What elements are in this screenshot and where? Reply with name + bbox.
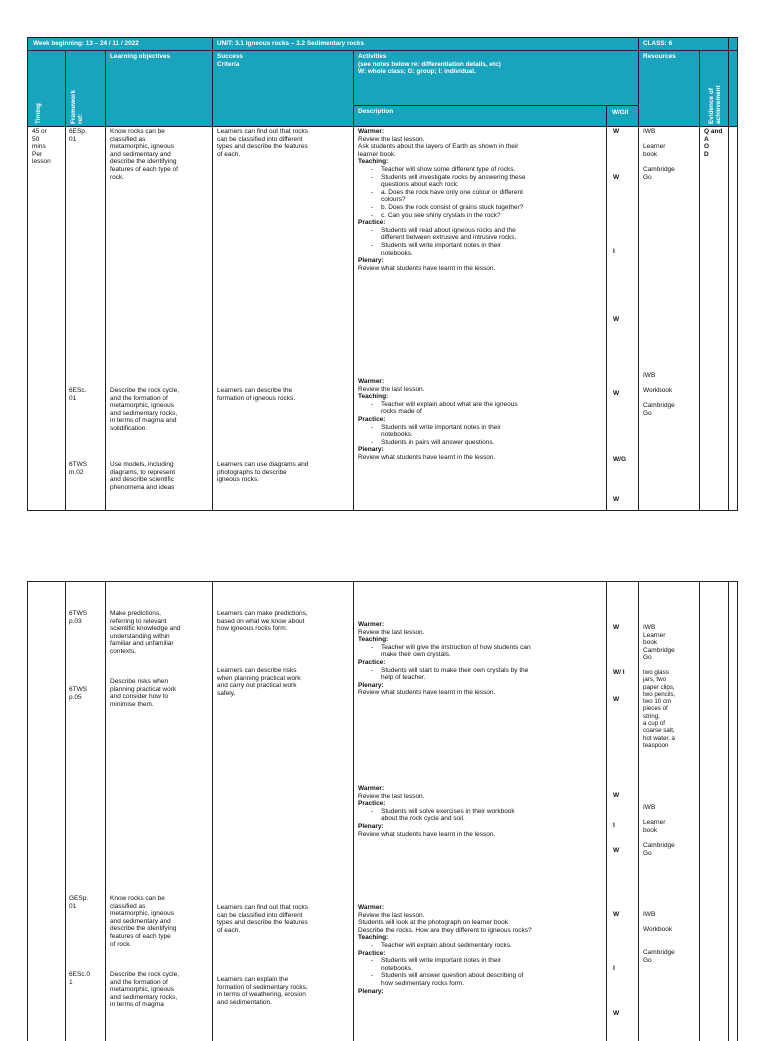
col-resources-header: Resources — [643, 53, 676, 60]
activity-line: Review the last lesson. — [358, 628, 425, 636]
ref-line: 01 — [69, 135, 77, 143]
activity-line: questions about each rock: — [381, 181, 459, 189]
wgi-value: W — [613, 390, 620, 397]
activity-line: Review what students have learnt in the lesson. — [358, 264, 496, 272]
activity-line: Review the last lesson. — [358, 135, 425, 143]
resource-line: IWB — [643, 804, 656, 811]
resources — [643, 128, 699, 181]
learning-objective — [110, 971, 212, 1009]
objective-line: classified as — [110, 135, 146, 143]
col-evidence-header: Evidence of achievement — [708, 85, 722, 124]
activity-line: rocks made of — [381, 408, 422, 416]
resources — [643, 804, 699, 857]
activity-stage-heading: Warmer: — [358, 128, 385, 135]
ref-line: p.03 — [69, 617, 82, 625]
objective-line: and sedimentary and — [110, 150, 171, 158]
activity-line: about the rock cycle and soil. — [381, 815, 465, 823]
ref-line: p.05 — [69, 693, 82, 701]
success-line: and sedimentation. — [217, 998, 272, 1006]
activity-stage-heading: Practice: — [358, 949, 386, 957]
resource-line: book — [643, 639, 658, 647]
col-activities-title: Activities — [358, 53, 387, 60]
activity-stage-heading: Warmer: — [358, 904, 385, 911]
activity-line: - b. Does the rock consist of grains stuck together? — [358, 204, 606, 212]
ref-line: 6ESp. — [69, 128, 87, 135]
success-line: Learners can explain the — [217, 976, 289, 983]
activity-line: notebooks. — [381, 964, 413, 972]
col-timing-header: Timing — [35, 103, 42, 124]
ref-line: 01 — [69, 902, 77, 910]
resource-line: Cambridge — [643, 646, 675, 654]
resource-line: IWB — [643, 372, 656, 379]
activity-description — [358, 904, 606, 995]
ref-line: m.02 — [69, 468, 84, 476]
activity-line: - Teacher will give the instruction of how students can — [358, 644, 606, 652]
resource-line: Learner — [643, 143, 666, 151]
resource-line: a cup of — [643, 720, 666, 728]
resource-line: IWB — [643, 911, 656, 918]
evidence-line: Q and — [704, 128, 723, 135]
success-line: igneous rocks. — [217, 476, 259, 484]
activity-line: - Students will write important notes in their — [358, 242, 606, 250]
learning-objective — [110, 678, 212, 708]
activity-line: - Teacher will explain about sedimentary rocks. — [358, 942, 606, 950]
objective-line: and the formation of — [110, 394, 168, 402]
objective-line: of rock. — [110, 940, 132, 948]
success-criteria — [217, 128, 353, 158]
activity-stage-heading: Plenary: — [358, 822, 384, 830]
activity-line: Review the last lesson. — [358, 911, 425, 919]
activity-line: how sedimentary rocks form. — [381, 979, 465, 987]
objective-line: metamorphic, igneous — [110, 402, 174, 410]
wgi-value: W/G — [613, 456, 626, 463]
objective-line: in terms of magma and — [110, 417, 177, 425]
objective-line: metamorphic, igneous — [110, 143, 174, 151]
success-line: photographs to describe — [217, 468, 287, 476]
objective-line: understanding within — [110, 632, 170, 640]
resource-line: two 10 cm — [643, 698, 672, 706]
col-success-header-text: Success Criteria — [217, 53, 243, 68]
resource-line: paper clips, — [643, 683, 675, 691]
week-beginning: Week beginning: 13 – 24 / 11 / 2022 — [33, 40, 139, 47]
success-line: and carry out practical work — [217, 682, 297, 690]
wgi-value: W — [613, 496, 620, 503]
resource-line: Learner — [643, 819, 666, 827]
activity-description — [358, 128, 606, 272]
class-label: CLASS: 6 — [643, 40, 673, 47]
activity-line: - Students will write important notes in their — [358, 957, 606, 965]
wgi-value: I — [613, 965, 615, 972]
objective-line: and sedimentary rocks, — [110, 409, 178, 417]
objective-line: Describe the rock cycle, — [110, 387, 179, 394]
resource-line: Cambridge — [643, 165, 675, 173]
activity-stage-heading: Teaching: — [358, 393, 389, 401]
activity-line: notebooks. — [381, 431, 413, 439]
activity-line: - Students will solve exercises in their workbook — [358, 808, 606, 816]
wgi-value: W — [613, 696, 620, 703]
activity-line: - Students in pairs will answer questions. — [358, 439, 606, 447]
col-framework-header: Framework ref: — [70, 89, 84, 124]
timing-line: Per — [32, 150, 43, 158]
resources — [643, 372, 699, 418]
resource-line: pieces of — [643, 705, 668, 713]
resource-line: Cambridge — [643, 402, 675, 410]
activity-line: Review the last lesson. — [358, 385, 425, 393]
objective-line: and sedimentary and — [110, 917, 171, 925]
resource-line: teaspoon — [643, 741, 669, 749]
col-objectives-header: Learning objectives — [110, 53, 171, 60]
framework-ref — [69, 128, 105, 143]
framework-ref — [69, 610, 105, 625]
activity-description — [358, 621, 606, 697]
ref-line: GESp. — [69, 895, 89, 902]
resource-line: Go — [643, 654, 652, 662]
activity-line: - Students will investigate rocks by answering these — [358, 174, 606, 182]
activity-line: colours? — [381, 196, 406, 204]
resource-line: Go — [643, 409, 652, 417]
success-line: Learners can describe the — [217, 387, 293, 394]
resources-materials — [643, 669, 699, 749]
col-activities-note-1: (see notes below re: differentiation details, etc) — [358, 60, 501, 68]
activity-line: - Students will start to make their own crystals by the — [358, 667, 606, 675]
activity-line: - c. Can you see shiny crystals in the rock? — [358, 212, 606, 220]
activity-line: learner book. — [358, 150, 396, 158]
resource-line: two pencils, — [643, 690, 676, 698]
success-line: based on what we know about — [217, 617, 305, 625]
activity-line: different between extrusive and intrusive rocks. — [381, 234, 517, 242]
activity-line: notebooks. — [381, 249, 413, 257]
resources — [643, 624, 699, 662]
timing-line: mins — [32, 143, 46, 151]
objective-line: and consider how to — [110, 693, 169, 701]
wgi-value: W/ I — [613, 669, 625, 676]
timing-cell — [32, 128, 64, 166]
success-line: types and describe the features — [217, 919, 308, 927]
objective-line: and the formation of — [110, 978, 168, 986]
ref-line: 6ESc. — [69, 387, 87, 394]
activity-stage-heading: Teaching: — [358, 934, 389, 942]
framework-ref — [69, 461, 105, 476]
wgi-value: W — [613, 128, 620, 135]
success-criteria — [217, 904, 353, 934]
objective-line: features of each type of — [110, 165, 178, 173]
activity-line: Review what students have learnt in the lesson. — [358, 453, 496, 461]
success-criteria — [217, 461, 353, 484]
objective-line: referring to relevant — [110, 617, 167, 625]
activity-line: - a. Does the rock have only one colour or different — [358, 189, 606, 197]
ref-line: 6ESc.0 — [69, 971, 90, 978]
success-line: can be classified into different — [217, 911, 303, 919]
wgi-value: W — [613, 624, 620, 631]
objective-line: Describe the rock cycle, — [110, 971, 179, 978]
resource-line: two glass — [643, 669, 669, 676]
resource-line: string, — [643, 712, 660, 720]
resource-line: coarse salt, — [643, 727, 675, 735]
wgi-value: I — [613, 248, 615, 255]
objective-line: solidification. — [110, 424, 148, 432]
objective-line: familiar and unfamiliar — [110, 640, 174, 648]
objective-line: in terms of magma — [110, 1001, 164, 1009]
objective-line: Describe risks when — [110, 678, 169, 685]
evidence-line: A — [704, 135, 709, 143]
ref-line: 6TWS — [69, 461, 88, 468]
objective-line: contexts. — [110, 647, 137, 655]
activity-line: Review the last lesson. — [358, 792, 425, 800]
success-criteria — [217, 976, 353, 1006]
objective-line: diagrams, to represent — [110, 468, 176, 476]
activity-stage-heading: Plenary: — [358, 257, 384, 265]
learning-objective — [110, 387, 212, 433]
success-line: Learners can make predictions, — [217, 610, 308, 617]
col-description-header: Description — [358, 108, 394, 115]
resource-line: book — [643, 826, 658, 834]
activity-stage-heading: Plenary: — [358, 446, 384, 454]
ref-line: 6TWS — [69, 610, 88, 617]
objective-line: and describe scientific — [110, 476, 174, 484]
resource-line: IWB — [643, 624, 656, 631]
resource-line: Go — [643, 849, 652, 857]
wgi-value: W — [613, 911, 620, 918]
evidence — [704, 128, 728, 158]
objective-line: and sedimentary rocks, — [110, 993, 178, 1001]
learning-objective — [110, 895, 212, 948]
success-criteria — [217, 387, 353, 402]
wgi-value: W — [613, 1010, 620, 1017]
activity-stage-heading: Teaching: — [358, 636, 389, 644]
resource-line: Go — [643, 173, 652, 181]
success-line: of each. — [217, 926, 241, 934]
resource-line: Workbook — [643, 926, 673, 934]
success-line: of each. — [217, 150, 241, 158]
learning-objective — [110, 128, 212, 181]
timing-line: 50 — [32, 135, 40, 143]
evidence-line: D — [704, 150, 709, 158]
objective-line: features of each type — [110, 932, 171, 940]
success-line: Learners can find out that rocks — [217, 904, 309, 911]
wgi-value: W — [613, 316, 620, 323]
timing-line: 45 or — [32, 128, 47, 135]
objective-line: minimise them. — [110, 700, 154, 708]
wgi-value: W — [613, 847, 620, 854]
activity-stage-heading: Practice: — [358, 415, 386, 423]
col-activities-note-2: W: whole class; G: group; I: individual. — [358, 68, 476, 75]
ref-line: 01 — [69, 394, 77, 402]
activity-stage-heading: Teaching: — [358, 158, 389, 166]
activity-line: - Students will answer question about describing of — [358, 972, 606, 980]
objective-line: rock. — [110, 173, 125, 181]
objective-line: metamorphic, igneous — [110, 986, 174, 994]
framework-ref — [69, 686, 105, 701]
unit-title: UNIT: 3.1 Igneous rocks – 3.2 Sedimentary rocks — [217, 40, 365, 47]
framework-ref — [69, 387, 105, 402]
wgi-value: W — [613, 792, 620, 799]
resource-line: book — [643, 150, 658, 158]
success-line: types and describe the features — [217, 143, 308, 151]
activity-line: Review what students have learnt in the lesson. — [358, 830, 496, 838]
objective-line: metamorphic, igneous — [110, 910, 174, 918]
activity-stage-heading: Practice: — [358, 800, 386, 808]
activity-stage-heading: Plenary: — [358, 681, 384, 689]
ref-line: 6TWS — [69, 686, 88, 693]
learning-objective — [110, 610, 212, 656]
framework-ref — [69, 971, 105, 986]
activity-stage-heading: Practice: — [358, 658, 386, 666]
success-line: formation of sedimentary rocks, — [217, 983, 308, 991]
lesson-plan-table-2 — [27, 581, 738, 1041]
resource-line: Cambridge — [643, 948, 675, 956]
activity-line: help of teacher. — [381, 674, 426, 682]
success-criteria — [217, 667, 353, 697]
resource-line: Workbook — [643, 387, 673, 395]
objective-line: scientific knowledge and — [110, 625, 181, 633]
objective-line: phenomena and ideas — [110, 483, 175, 491]
success-line: Learners can describe risks — [217, 667, 297, 674]
resource-line: Go — [643, 956, 652, 964]
success-line: Learners can find out that rocks — [217, 128, 309, 135]
success-line: formation of igneous rocks. — [217, 394, 296, 402]
success-criteria — [217, 610, 353, 633]
lesson-plan-table-1 — [27, 37, 738, 511]
activity-stage-heading: Plenary: — [358, 987, 384, 995]
resource-line: IWB — [643, 128, 656, 135]
activity-line: make their own crystals. — [381, 651, 451, 659]
learning-objective — [110, 461, 212, 491]
activity-stage-heading: Warmer: — [358, 785, 385, 792]
objective-line: describe the identifying — [110, 925, 177, 933]
resource-line: jars, two — [643, 676, 667, 684]
col-wgi-header: W/G/I — [612, 109, 629, 116]
activity-stage-heading: Warmer: — [358, 378, 385, 385]
activity-line: - Students will read about igneous rocks and the — [358, 227, 606, 235]
resource-line: hot water, a — [643, 734, 675, 742]
activity-line: Students will look at the photograph on learner book. — [358, 919, 510, 927]
evidence-line: O — [704, 143, 710, 151]
activity-line: Review what students have learnt in the lesson. — [358, 689, 496, 697]
resource-line: Learner — [643, 631, 666, 639]
objective-line: Know rocks can be — [110, 128, 165, 135]
objective-line: Make predictions, — [110, 610, 161, 617]
wgi-value: I — [613, 822, 615, 829]
resource-line: Cambridge — [643, 841, 675, 849]
success-line: when planning practical work — [217, 674, 301, 682]
success-line: safely. — [217, 689, 236, 697]
success-line: can be classified into different — [217, 135, 303, 143]
objective-line: Know rocks can be — [110, 895, 165, 902]
success-line: how igneous rocks form. — [217, 625, 288, 633]
col-success-header — [214, 52, 354, 69]
success-line: Learners can use diagrams and — [217, 461, 309, 468]
activity-description — [358, 378, 606, 462]
activity-stage-heading: Warmer: — [358, 621, 385, 628]
activity-line: Ask students about the layers of Earth as shown in their — [358, 143, 519, 151]
framework-ref — [69, 895, 105, 910]
activity-line: - Students will write important notes in their — [358, 424, 606, 432]
col-activities-header — [355, 52, 605, 77]
success-line: in terms of weathering, erosion — [217, 991, 306, 999]
resources — [643, 911, 699, 964]
activity-stage-heading: Practice: — [358, 219, 386, 227]
objective-line: classified as — [110, 902, 146, 910]
ref-line: 1 — [69, 978, 73, 986]
activity-description — [358, 785, 606, 838]
objective-line: describe the identifying — [110, 158, 177, 166]
activity-line: Describe the rocks. How are they different to igneous rocks? — [358, 926, 532, 934]
activity-line: - Teacher will explain about what are the igneous — [358, 401, 606, 409]
timing-line: lesson — [32, 158, 51, 166]
wgi-value: W — [613, 174, 620, 181]
activity-line: - Teacher will show some different type of rocks. — [358, 166, 606, 174]
objective-line: Use models, including — [110, 461, 174, 468]
objective-line: planning practical work — [110, 685, 177, 693]
